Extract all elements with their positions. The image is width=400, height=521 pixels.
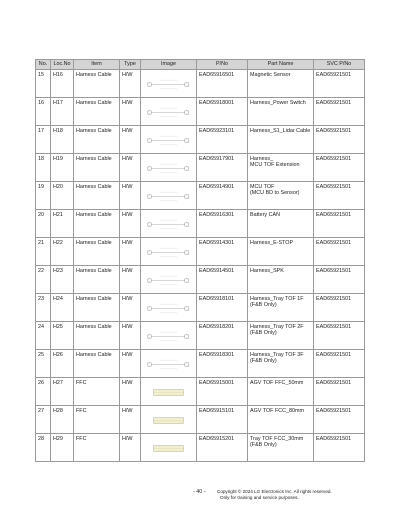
cell-type: H/W [120,70,141,98]
cell-type: H/W [120,350,141,378]
cell-part-no: EAD65918001 [197,98,248,126]
cell-loc-no: H25 [51,322,74,350]
cell-image [141,294,197,322]
cell-loc-no: H23 [51,266,74,294]
cell-no: 24 [36,322,51,350]
cell-no: 19 [36,182,51,210]
cable-drawing-image [147,162,190,175]
cell-item: Harness Cable [74,182,120,210]
copyright-block [217,489,332,501]
cell-no: 27 [36,406,51,434]
table-row [36,294,365,322]
cell-image [141,98,197,126]
table-row [36,70,365,98]
cell-loc-no: H26 [51,350,74,378]
cable-drawing-image [147,134,190,147]
copyright-text: Copyright © 2024 LG Electronics Inc. All rights reserved. [217,489,332,494]
parts-table [35,59,365,462]
cell-image [141,126,197,154]
cell-loc-no: H27 [51,378,74,406]
cell-no: 23 [36,294,51,322]
cell-part-no: EAD65916501 [197,70,248,98]
header-type: Type [120,60,141,70]
cell-image [141,182,197,210]
cell-image [141,266,197,294]
cell-part-no: EAD65918301 [197,350,248,378]
cable-drawing-image [147,358,190,371]
ffc-drawing-image [147,414,190,427]
table-row [36,322,365,350]
cell-part-no: EAD65916301 [197,210,248,238]
cell-type: H/W [120,378,141,406]
usage-notice: Only for training and service purposes. [220,495,299,500]
cell-type: H/W [120,434,141,462]
cell-item: Harness Cable [74,266,120,294]
table-row [36,210,365,238]
cell-no: 21 [36,238,51,266]
cell-svc-part-no: EAD65921501 [314,238,365,266]
cell-part-name: Tray TOF FCC_30mm (F&B Only) [248,434,314,462]
cell-svc-part-no: EAD65921501 [314,406,365,434]
header-no: No. [36,60,51,70]
cell-item: Harness Cable [74,70,120,98]
cell-loc-no: H28 [51,406,74,434]
header-part-no: P/No [197,60,248,70]
cell-image [141,238,197,266]
cell-svc-part-no: EAD65921501 [314,126,365,154]
cell-no: 28 [36,434,51,462]
cable-drawing-image [147,78,190,91]
header-item: Item [74,60,120,70]
table-row [36,350,365,378]
cell-item: FFC [74,434,120,462]
cell-type: H/W [120,154,141,182]
cell-loc-no: H19 [51,154,74,182]
cell-item: Harness Cable [74,238,120,266]
cell-type: H/W [120,210,141,238]
cell-svc-part-no: EAD65921501 [314,350,365,378]
table-body [36,70,365,462]
cell-type: H/W [120,294,141,322]
cell-svc-part-no: EAD65921501 [314,210,365,238]
cell-svc-part-no: EAD65921501 [314,154,365,182]
cell-svc-part-no: EAD65921501 [314,322,365,350]
cell-item: Harness Cable [74,294,120,322]
cell-part-name: Harness_ MCU TOF Extension [248,154,314,182]
cable-drawing-image [147,274,190,287]
cell-no: 20 [36,210,51,238]
cell-loc-no: H21 [51,210,74,238]
cable-drawing-image [147,218,190,231]
cell-type: H/W [120,182,141,210]
page-number: - 40 - [193,489,206,495]
cell-svc-part-no: EAD65921501 [314,434,365,462]
cell-type: H/W [120,126,141,154]
cell-loc-no: H22 [51,238,74,266]
cell-part-name: Harness_Tray TOF 2F (F&B Only) [248,322,314,350]
cell-part-name: Battery CAN [248,210,314,238]
cell-loc-no: H20 [51,182,74,210]
cell-image [141,322,197,350]
table-row [36,406,365,434]
table-row [36,126,365,154]
cell-loc-no: H17 [51,98,74,126]
cell-part-name: Magnetic Sensor [248,70,314,98]
cell-part-no: EAD65915201 [197,434,248,462]
cell-part-no: EAD65918201 [197,322,248,350]
cell-item: Harness Cable [74,154,120,182]
cell-image [141,154,197,182]
cell-part-name: AGV TOF FFC_50mm [248,378,314,406]
cell-part-no: EAD65914301 [197,238,248,266]
cell-no: 16 [36,98,51,126]
cable-drawing-image [147,190,190,203]
cell-svc-part-no: EAD65921501 [314,266,365,294]
cell-part-no: EAD65915001 [197,378,248,406]
cell-type: H/W [120,266,141,294]
cell-image [141,378,197,406]
cell-no: 25 [36,350,51,378]
cell-image [141,350,197,378]
cell-svc-part-no: EAD65921501 [314,182,365,210]
cell-image [141,406,197,434]
cell-svc-part-no: EAD65921501 [314,70,365,98]
table-row [36,154,365,182]
cell-loc-no: H18 [51,126,74,154]
header-loc-no: Loc.No [51,60,74,70]
cell-item: Harness Cable [74,126,120,154]
header-row [36,60,365,70]
cell-item: Harness Cable [74,350,120,378]
ffc-drawing-image [147,442,190,455]
cell-part-name: Harness_Tray TOF 1F (F&B Only) [248,294,314,322]
cell-item: FFC [74,378,120,406]
header-svc-part-no: SVC P/No [314,60,365,70]
cell-item: Harness Cable [74,322,120,350]
cell-type: H/W [120,238,141,266]
cell-no: 22 [36,266,51,294]
cell-no: 17 [36,126,51,154]
cell-part-no: EAD65914501 [197,266,248,294]
cell-loc-no: H29 [51,434,74,462]
cable-drawing-image [147,330,190,343]
cell-no: 26 [36,378,51,406]
cell-part-name: Harness_E-STOP [248,238,314,266]
cable-drawing-image [147,246,190,259]
cell-part-name: Harness_S1_Lidar Cable [248,126,314,154]
cell-part-no: EAD65918101 [197,294,248,322]
cell-part-no: EAD65914901 [197,182,248,210]
cell-type: H/W [120,322,141,350]
cell-part-name: Harness_SPK [248,266,314,294]
cell-image [141,434,197,462]
cell-type: H/W [120,98,141,126]
table-row [36,434,365,462]
table-row [36,98,365,126]
cell-item: Harness Cable [74,98,120,126]
header-part-name: Part Name [248,60,314,70]
cell-svc-part-no: EAD65921501 [314,98,365,126]
cell-item: FFC [74,406,120,434]
cell-part-name: MCU TOF (MCU BD to Sensor) [248,182,314,210]
cell-loc-no: H16 [51,70,74,98]
table-row [36,378,365,406]
cell-part-name: Harness_Tray TOF 3F (F&B Only) [248,350,314,378]
ffc-drawing-image [147,386,190,399]
table-row [36,266,365,294]
cell-part-no: EAD65917901 [197,154,248,182]
header-image: Image [141,60,197,70]
cell-part-name: AGV TOF FCC_80mm [248,406,314,434]
cable-drawing-image [147,106,190,119]
cell-part-name: Harness_Power Switch [248,98,314,126]
cell-loc-no: H24 [51,294,74,322]
cell-item: Harness Cable [74,210,120,238]
cell-type: H/W [120,406,141,434]
cell-part-no: EAD65923101 [197,126,248,154]
cell-no: 18 [36,154,51,182]
cell-part-no: EAD65915101 [197,406,248,434]
table-row [36,182,365,210]
cable-drawing-image [147,302,190,315]
cell-image [141,210,197,238]
cell-image [141,70,197,98]
table-row [36,238,365,266]
cell-svc-part-no: EAD65921501 [314,378,365,406]
cell-svc-part-no: EAD65921501 [314,294,365,322]
cell-no: 15 [36,70,51,98]
